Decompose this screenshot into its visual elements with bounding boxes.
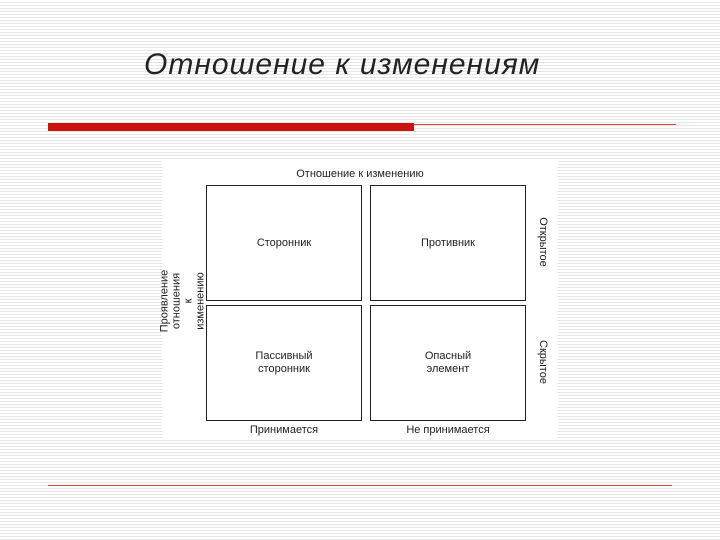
slide-title: Отношение к изменениям — [144, 48, 541, 81]
quadrant-bottom-right-label: Опасный элемент — [424, 350, 472, 375]
footer-rule — [48, 485, 672, 486]
attitude-matrix-diagram — [158, 160, 558, 438]
title-underline-thin — [414, 124, 676, 125]
quadrant-top-right-label: Противник — [421, 236, 475, 249]
quadrant-bottom-right — [370, 305, 526, 421]
quadrant-top-left-label: Сторонник — [256, 236, 312, 249]
diagram-left-label-wrap — [158, 236, 206, 366]
diagram-right-label-open: Открытое — [537, 217, 549, 267]
diagram-right-label-bottom-wrap — [528, 306, 558, 418]
diagram-right-label-top-wrap — [528, 186, 558, 298]
quadrant-top-right — [370, 185, 526, 301]
quadrant-top-left — [206, 185, 362, 301]
diagram-top-label: Отношение к изменению — [296, 168, 424, 180]
quadrant-bottom-left — [206, 305, 362, 421]
diagram-left-label: Проявление отношения к изменению — [158, 269, 206, 333]
diagram-bottom-label-not-accepted: Не принимается — [406, 424, 490, 436]
diagram-right-label-hidden: Скрытое — [537, 340, 549, 384]
title-underline-thick — [48, 123, 414, 131]
diagram-bottom-label-accepted: Принимается — [249, 424, 319, 436]
quadrant-bottom-left-label: Пассивный сторонник — [255, 350, 313, 375]
